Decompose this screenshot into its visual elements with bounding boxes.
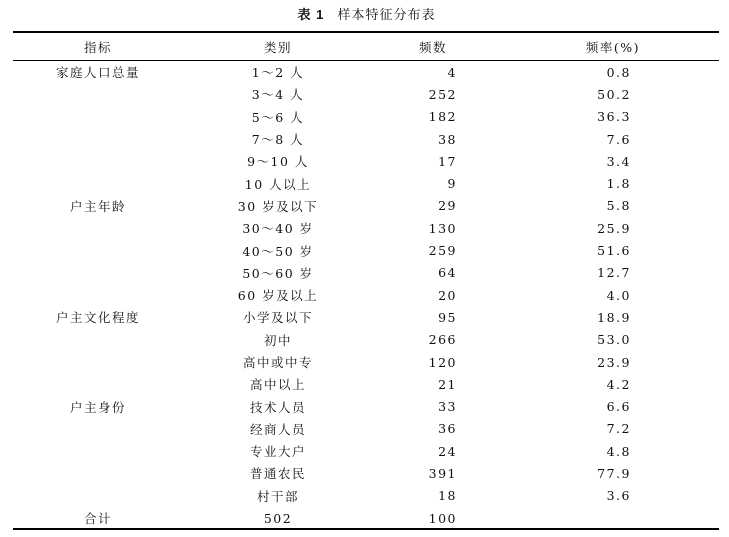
frequency-cell: 182 [428, 109, 457, 125]
indicator-cell [13, 150, 183, 172]
percentage-cell: 5.8 [606, 198, 631, 214]
category-cell: 60 岁及以上 [237, 288, 319, 304]
table-row [13, 284, 719, 306]
table-row [13, 485, 719, 507]
percentage-cell: 7.6 [606, 131, 631, 147]
table-row [13, 395, 719, 417]
percentage-cell: 3.6 [606, 488, 631, 504]
category-cell: 专业大户 [249, 444, 306, 460]
table-row [13, 507, 719, 529]
table-row [13, 306, 719, 328]
indicator-cell: 家庭人口总量 [55, 65, 140, 81]
category-cell: 502 [263, 510, 293, 526]
category-cell: 30 岁及以下 [237, 198, 319, 214]
category-cell: 5～6 人 [251, 109, 305, 125]
category-cell: 1～2 人 [251, 65, 305, 81]
indicator-cell [13, 329, 183, 351]
category-cell: 40～50 岁 [242, 243, 314, 259]
frequency-cell: 29 [438, 198, 457, 214]
frequency-cell: 9 [447, 176, 457, 192]
indicator-cell [13, 106, 183, 128]
frequency-cell: 4 [447, 64, 457, 80]
indicator-cell [13, 217, 183, 239]
category-cell: 小学及以下 [242, 310, 313, 326]
table-number: 表 1 [297, 7, 325, 22]
percentage-cell: 50.2 [597, 86, 631, 102]
frequency-cell: 36 [438, 421, 457, 437]
percentage-cell: 18.9 [597, 309, 631, 325]
indicator-cell [13, 284, 183, 306]
category-cell: 村干部 [256, 488, 299, 504]
table-row [13, 195, 719, 217]
header-category: 类别 [263, 39, 292, 55]
category-cell: 普通农民 [249, 466, 306, 482]
table-row [13, 128, 719, 150]
table-row [13, 172, 719, 194]
table-row [13, 351, 719, 373]
percentage-cell [463, 507, 631, 529]
table-row [13, 106, 719, 128]
frequency-cell: 266 [428, 332, 457, 348]
indicator-cell: 户主年龄 [69, 198, 126, 214]
header-frequency: 频数 [418, 39, 447, 55]
percentage-cell: 36.3 [597, 109, 631, 125]
frequency-cell: 18 [438, 488, 457, 504]
percentage-cell: 1.8 [606, 176, 631, 192]
frequency-cell: 33 [438, 399, 457, 415]
table-row [13, 83, 719, 105]
indicator-cell [13, 83, 183, 105]
percentage-cell: 53.0 [597, 332, 631, 348]
category-cell: 30～40 岁 [242, 221, 314, 237]
frequency-cell: 130 [428, 220, 457, 236]
table-row [13, 462, 719, 484]
indicator-cell: 户主文化程度 [55, 310, 140, 326]
percentage-cell: 7.2 [606, 421, 631, 437]
table-title: 样本特征分布表 [337, 8, 436, 23]
header-percentage: 频率(%) [585, 39, 641, 55]
percentage-cell: 6.6 [606, 399, 631, 415]
frequency-cell: 391 [428, 465, 457, 481]
table-row [13, 262, 719, 284]
table-caption [0, 4, 729, 23]
frequency-cell: 38 [438, 131, 457, 147]
indicator-cell [13, 351, 183, 373]
category-cell: 9～10 人 [247, 154, 309, 170]
table-row [13, 217, 719, 239]
percentage-cell: 23.9 [597, 354, 631, 370]
indicator-cell [13, 172, 183, 194]
frequency-cell: 17 [438, 153, 457, 169]
table-row [13, 373, 719, 395]
category-cell: 50～60 岁 [242, 265, 314, 281]
category-cell: 技术人员 [249, 399, 306, 415]
percentage-cell: 51.6 [597, 243, 631, 259]
table-row [13, 239, 719, 261]
table-header-row [13, 33, 719, 60]
category-cell: 7～8 人 [251, 132, 305, 148]
percentage-cell: 25.9 [597, 220, 631, 236]
frequency-cell: 20 [438, 287, 457, 303]
category-cell: 10 人以上 [244, 176, 312, 192]
table-row [13, 440, 719, 462]
sample-distribution-table [13, 33, 719, 529]
frequency-cell: 120 [428, 354, 457, 370]
table-row [13, 418, 719, 440]
category-cell: 经商人员 [249, 421, 306, 437]
category-cell: 高中或中专 [242, 355, 313, 370]
percentage-cell: 0.8 [606, 64, 631, 80]
indicator-cell [13, 485, 183, 507]
table-row [13, 329, 719, 351]
indicator-cell [13, 239, 183, 261]
frequency-cell: 24 [438, 443, 457, 459]
frequency-cell: 95 [438, 309, 457, 325]
frequency-cell: 259 [428, 243, 457, 259]
indicator-cell [13, 262, 183, 284]
indicator-cell [13, 373, 183, 395]
frequency-cell: 21 [438, 376, 457, 392]
table-row [13, 150, 719, 172]
indicator-cell: 合计 [83, 511, 112, 527]
table-row [13, 61, 719, 83]
percentage-cell: 4.8 [606, 443, 631, 459]
indicator-cell [13, 418, 183, 440]
indicator-cell: 户主身份 [69, 399, 126, 415]
table-body [13, 61, 719, 529]
frequency-cell: 100 [428, 510, 457, 526]
indicator-cell [13, 462, 183, 484]
category-cell: 3～4 人 [251, 87, 305, 103]
percentage-cell: 77.9 [597, 465, 631, 481]
percentage-cell: 12.7 [597, 265, 631, 281]
header-indicator: 指标 [83, 39, 112, 55]
indicator-cell [13, 128, 183, 150]
category-cell: 初中 [263, 332, 292, 348]
percentage-cell: 3.4 [606, 153, 631, 169]
percentage-cell: 4.2 [606, 376, 631, 392]
category-cell: 高中以上 [249, 377, 306, 393]
frequency-cell: 64 [438, 265, 457, 281]
frequency-cell: 252 [428, 86, 457, 102]
percentage-cell: 4.0 [606, 287, 631, 303]
indicator-cell [13, 440, 183, 462]
